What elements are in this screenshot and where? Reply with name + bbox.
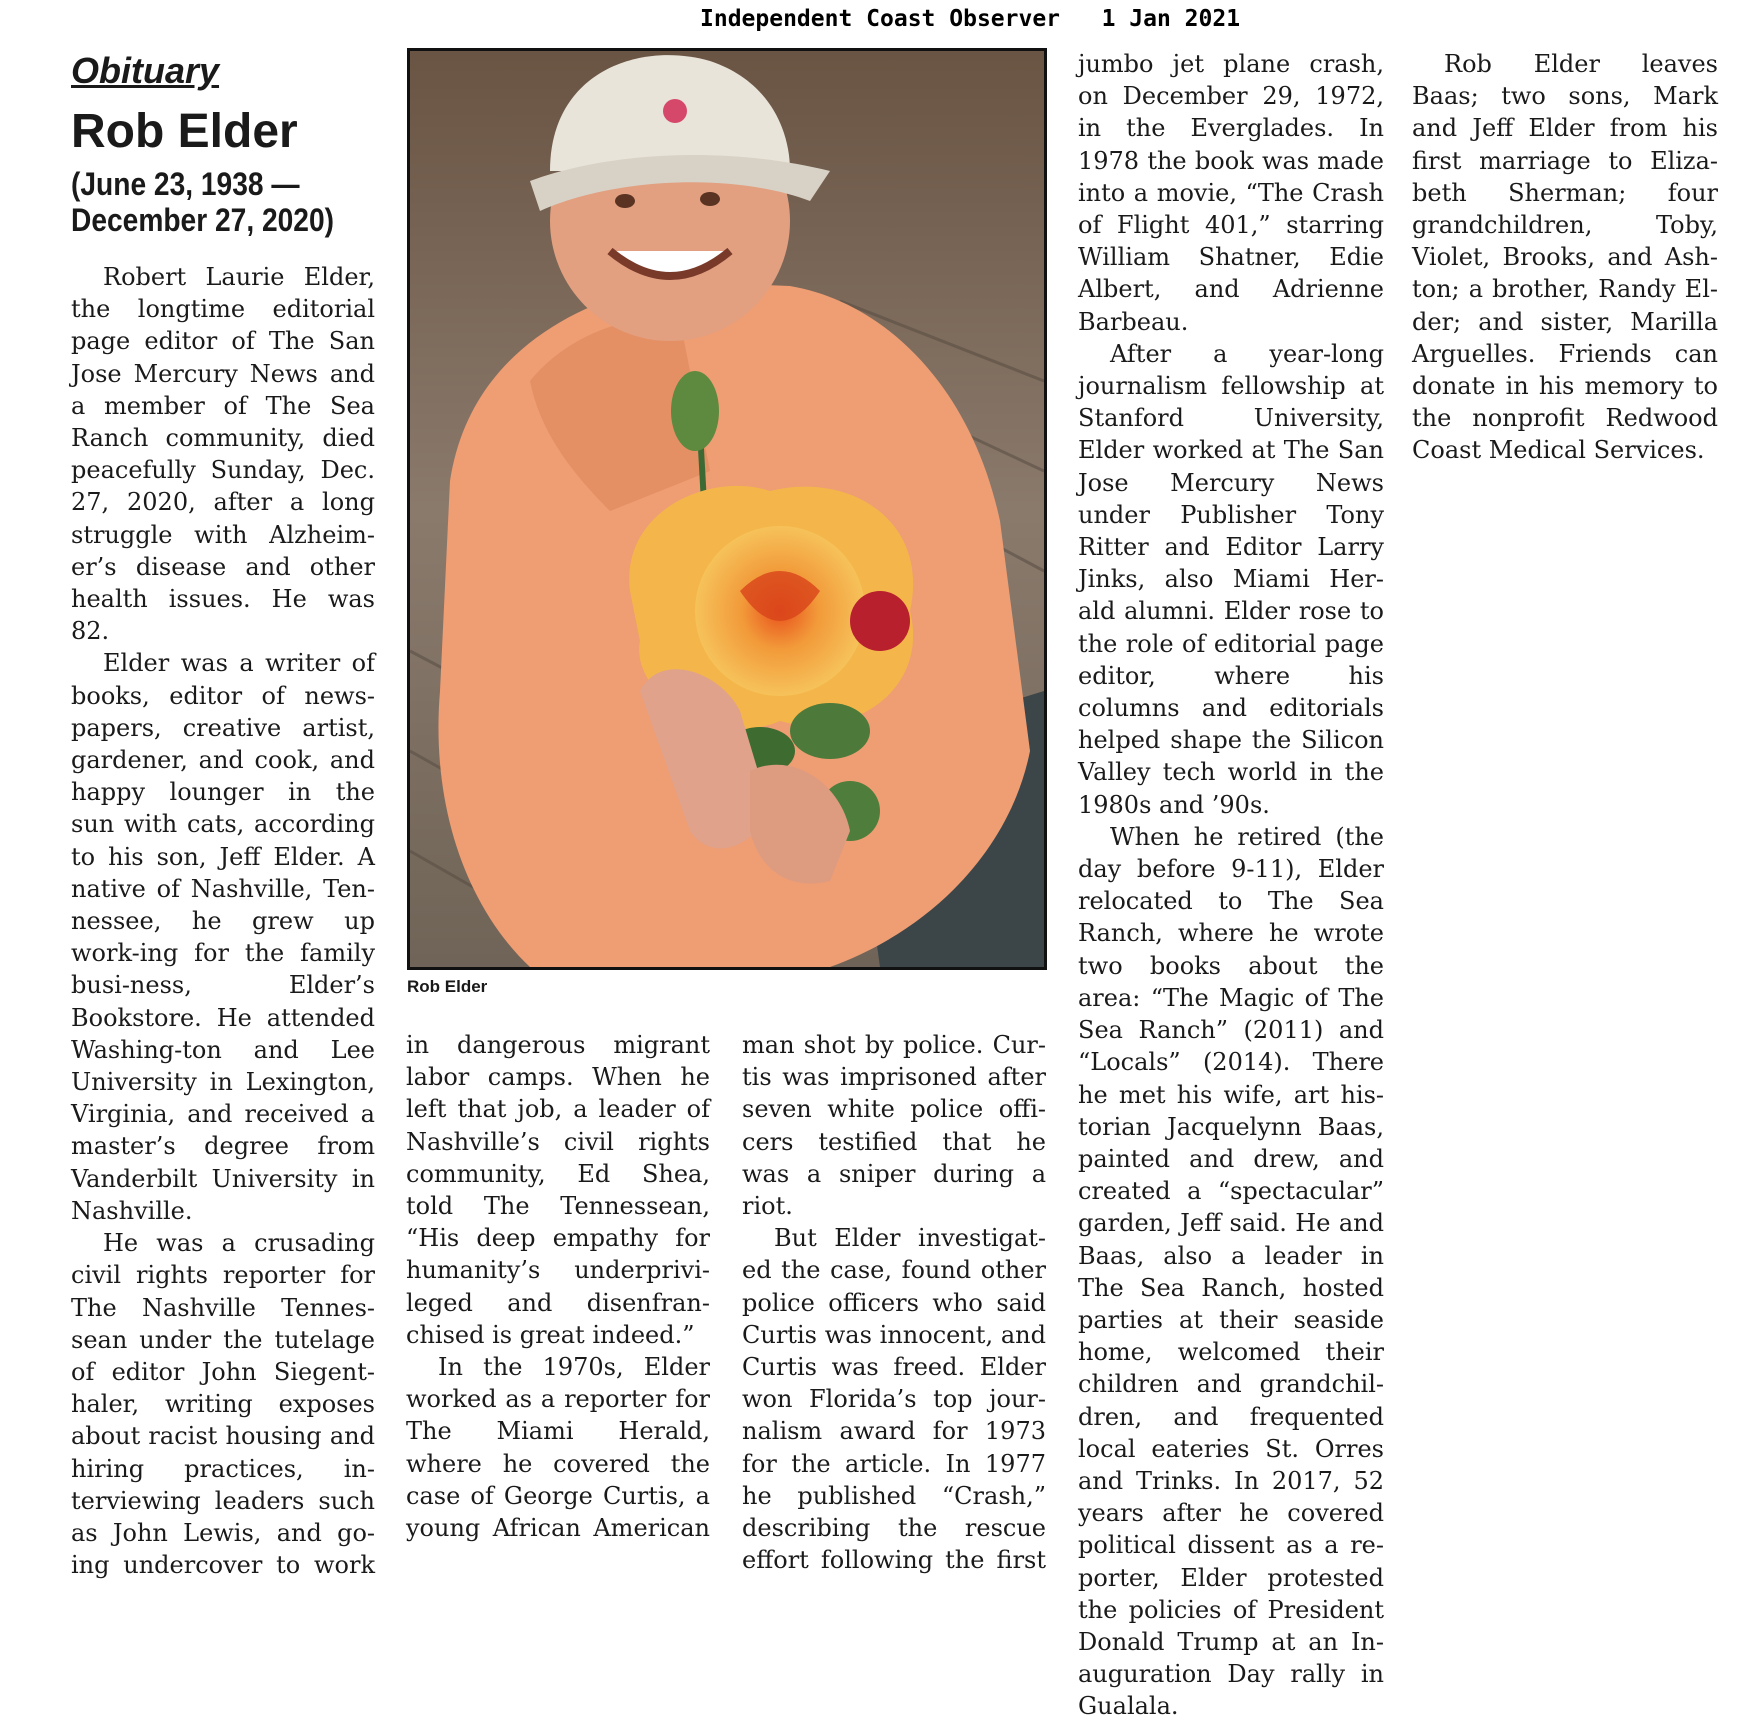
section-label: Obituary <box>71 50 220 91</box>
photo-caption: Rob Elder <box>407 977 488 996</box>
paragraph: jumbo jet plane crash, on December 29, 1972, in the Everglades. In 1978 the book was made into a movie, “The Crash of Flight 401,” starring William Shatner, Edie Albert, and Adrienne Barbeau. <box>1078 50 1384 336</box>
paragraph: After a year-long journalism fellowship at Stanford University, Elder worked at The San Jose Mercury News under Publisher Tony Ritter and Editor Larry Jinks, also Miami Her-ald alumni. Elder rose to the role of editorial page editor, where his columns and editorials helped shape the Silicon Valley tech world in the 1980s and ’90s. <box>1078 339 1384 819</box>
paragraph: Robert Laurie Elder, the longtime editorial page editor of The San Jose Mercury News and a member of The Sea Ranch community, died peacefully Sunday, Dec. 27, 2020, after a long struggle with Alzheim-er’s disease and other health issues. He was 82. <box>71 263 375 646</box>
paragraph: When he retired (the day before 9-11), Elder relocated to The Sea Ranch, where he wrote two books about the area: “The Magic of The Sea Ranch” (2011) and “Locals” (2014). There he met his wife, art his-torian Jacquelynn Baas, painted and drew, and created a “spectacular” garden, Jeff said. He and Baas, also a leader in The Sea Ranch, hosted parties at their seaside home, welcomed their children and grandchil-dren, and frequented local eateries St. Orres and Trinks. In 2017, 52 years after he covered political dissent as a re-porter, Elder protested the policies of President Donald Trump at an In-auguration Day rally in Gualala. <box>1078 822 1384 1721</box>
obituary-name: Rob Elder <box>71 105 298 158</box>
text-column-4 <box>1078 48 1384 1723</box>
life-dates <box>71 166 353 238</box>
masthead <box>700 6 1240 32</box>
text-column-5 <box>1412 48 1718 467</box>
paragraph: But Elder investigat-ed the case, found other police officers who said Curtis was innocent, and Curtis was freed. Elder won Florida’s top jour-nalism award for 1973 for the article. In 1977 he published “Crash,” describing the rescue effort following the first <box>742 1224 1046 1575</box>
paragraph: Elder was a writer of books, editor of news-papers, creative artist, gardener, and cook, and happy lounger in the sun with cats, according to his son, Jeff Elder. A native of Nashville, Ten-nessee, he grew up work-ing for the family busi-ness, Elder’s Bookstore. He attended Washing-ton and Lee University in Lexington, Virginia, and received a master’s degree from Vanderbilt University in Nashville. <box>71 649 375 1225</box>
text-column-1 <box>71 261 375 1581</box>
paragraph: In the 1970s, Elder worked as a reporter for The Miami Herald, where he covered the case of George Curtis, a young African American <box>406 1353 710 1543</box>
text-column-3 <box>742 1029 1046 1576</box>
paragraph: Rob Elder leaves Baas; two sons, Mark and Jeff Elder from his first marriage to Eliza-beth Sherman; four grandchildren, Toby, Violet, Brooks, and Ash-ton; a brother, Randy El-der; and sister, Marilla Arguelles. Friends can donate in his memory to the nonprofit Redwood Coast Medical Services. <box>1412 50 1718 465</box>
text-column-2 <box>406 1029 710 1544</box>
life-dates-line-2: December 27, 2020) <box>71 202 334 238</box>
life-dates-line-1: (June 23, 1938 — <box>71 166 300 202</box>
publication-date: 1 Jan 2021 <box>1101 6 1241 32</box>
portrait-illustration <box>410 51 1044 967</box>
paragraph: in dangerous migrant labor camps. When he left that job, a leader of Nashville’s civil rights community, Ed Shea, told The Tennessean, “His deep empathy for humanity’s underprivi-leged and disenfran-chised is great indeed.” <box>406 1031 710 1349</box>
paragraph: man shot by police. Cur-tis was imprisoned after seven white police offi-cers testified that he was a sniper during a riot. <box>742 1031 1046 1221</box>
publication-name: Independent Coast Observer <box>700 6 1061 32</box>
paragraph: He was a crusading civil rights reporter for The Nashville Tennes-sean under the tutelage of editor John Siegent-haler, writing exposes about racist housing and hiring practices, in-terviewing leaders such as John Lewis, and go-ing undercover to work <box>71 1229 375 1580</box>
portrait-photo <box>407 48 1047 970</box>
